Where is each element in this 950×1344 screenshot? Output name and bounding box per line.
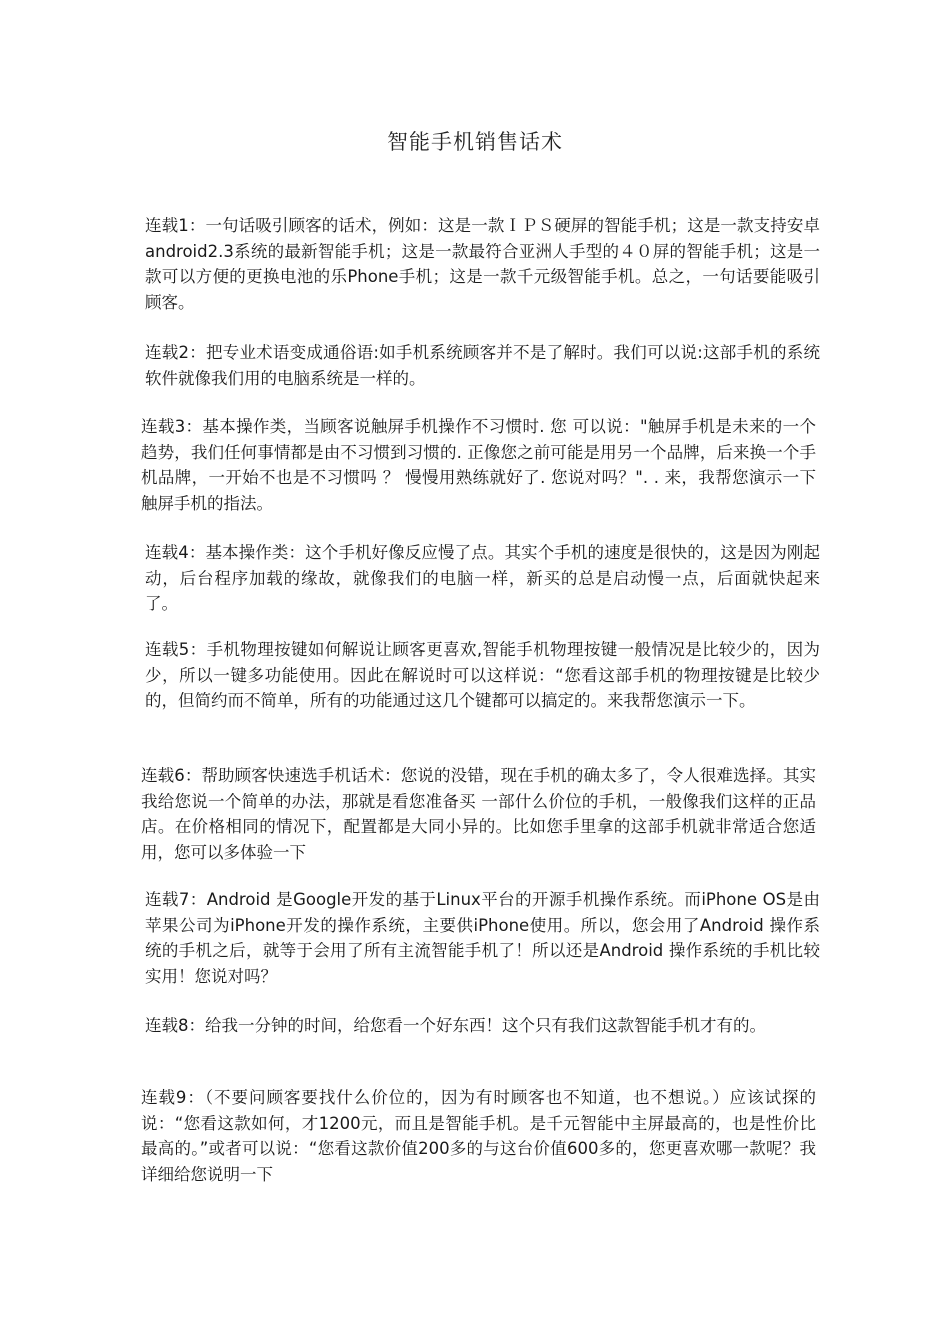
paragraph-6: 连载6：帮助顾客快速选手机话术：您说的没错，现在手机的确太多了，令人很难选择。其实我给您说一个简单的办法，那就是看您准备买 一部什么价位的手机，一般像我们这样的正品店。在价格相同的情况下，配置都是大同小异的。比如您手里拿的这部手机就非常适合您适用，您可以多体验一下: [141, 766, 816, 862]
paragraph-1: 连载1：一句话吸引顾客的话术，例如：这是一款ＩＰＳ硬屏的智能手机；这是一款支持安卓android2.3系统的最新智能手机；这是一款最符合亚洲人手型的４０屏的智能手机；这是一款可以方便的更换电池的乐Phone手机；这是一款千元级智能手机。总之，一句话要能吸引顾客。: [145, 216, 820, 312]
paragraph-5: 连载5：手机物理按键如何解说让顾客更喜欢,智能手机物理按键一般情况是比较少的，因为少，所以一键多功能使用。因此在解说时可以这样说：“您看这部手机的物理按键是比较少的，但简约而不简单，所有的功能通过这几个键都可以搞定的。来我帮您演示一下。: [145, 640, 820, 710]
paragraph-8: 连载8：给我一分钟的时间，给您看一个好东西！这个只有我们这款智能手机才有的。: [145, 1016, 766, 1035]
paragraph-9: 连载9：（不要问顾客要找什么价位的，因为有时顾客也不知道，也不想说。）应该试探的说：“您看这款如何，才1200元，而且是智能手机。是千元智能中主屏最高的，也是性价比最高的。”或者可以说：“您看这款价值200多的与这台价值600多的，您更喜欢哪一款呢？我详细给您说明一下: [141, 1088, 816, 1184]
paragraph-7: 连载7：Android 是Google开发的基于Linux平台的开源手机操作系统。而iPhone OS是由苹果公司为iPhone开发的操作系统，主要供iPhone使用。所以，您会用了Android 操作系统的手机之后，就等于会用了所有主流智能手机了！所以还是Android 操作系统的手机比较实用！您说对吗？: [145, 890, 821, 986]
page-title: 智能手机销售话术: [387, 130, 563, 154]
paragraph-4: 连载4：基本操作类：这个手机好像反应慢了点。其实个手机的速度是很快的，这是因为刚起动，后台程序加载的缘故，就像我们的电脑一样，新买的总是启动慢一点，后面就快起来了。: [145, 543, 820, 613]
paragraph-2: 连载2：把专业术语变成通俗语:如手机系统顾客并不是了解时。我们可以说:这部手机的系统软件就像我们用的电脑系统是一样的。: [145, 343, 820, 388]
paragraph-3: 连载3：基本操作类，当顾客说触屏手机操作不习惯时. 您 可以说："触屏手机是未来的一个趋势，我们任何事情都是由不习惯到习惯的. 正像您之前可能是用另一个品牌，后来换一个手机品牌，一开始不也是不习惯吗 ？ 慢慢用熟练就好了. 您说对吗？". . 来，我帮您演示一下触屏手机的指法。: [141, 417, 816, 513]
